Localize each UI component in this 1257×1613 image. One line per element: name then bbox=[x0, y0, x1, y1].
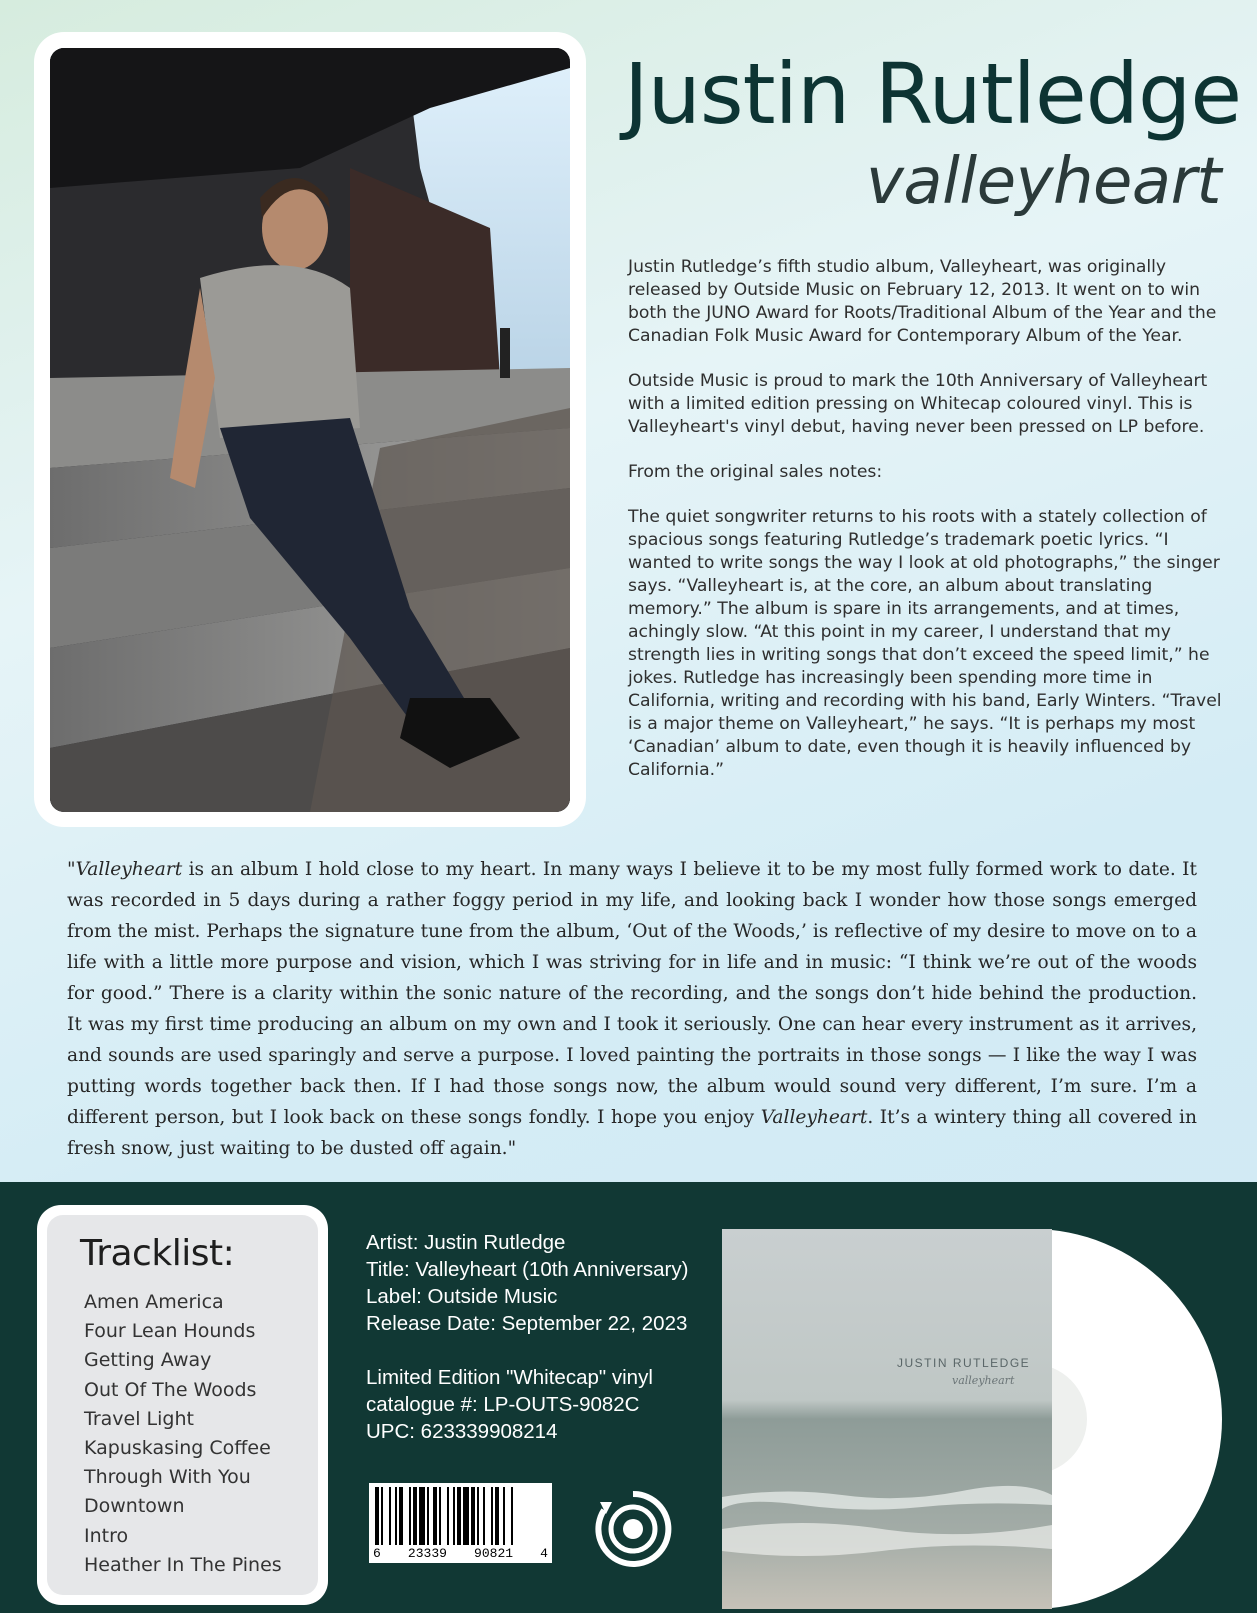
bio-paragraph: The quiet songwriter returns to his roots with a stately collection of spacious songs featuring Rutledge’s trademark poetic lyrics. “I wanted to write songs the way I look at old photographs,” the singer says. “Valleyheart is, at the core, an album about translating memory.” The album is spare in its arrangements, and at times, achingly slow. “At this point in my career, I understand that my strength lies in writing songs that don’t exceed the speed limit,” he jokes. Rutledge has increasingly been spending more time in California, writing and recording with his band, Early Winters. “Travel is a major theme on Valleyheart,” he says. “It is perhaps my most ‘Canadian’ album to date, even though it is heavily influenced by California.” bbox=[628, 507, 1222, 780]
bio-paragraph: Justin Rutledge’s fifth studio album, Valleyheart, was originally released by Outside Music on February 12, 2013. It went on to win both the JUNO Award for Roots/Traditional Album of the Year and the Canadian Folk Music Award for Contemporary Album of the Year. bbox=[628, 257, 1217, 346]
barcode-digit: 4 bbox=[540, 1546, 548, 1561]
barcode-bar bbox=[511, 1487, 513, 1545]
barcode-bar bbox=[477, 1487, 479, 1545]
track-item: Four Lean Hounds bbox=[84, 1320, 256, 1343]
track-item: Getting Away bbox=[84, 1349, 212, 1372]
info-upc: UPC: 623339908214 bbox=[366, 1420, 558, 1443]
outside-music-logo-icon bbox=[592, 1488, 674, 1570]
quote-body: is an album I hold close to my heart. In many ways I believe it to be my most fully formed work to date. It was recorded in 5 days during a rather foggy period in my life, and looking back I wonder how those songs emerged from the mist. Perhaps the signature tune from the album, ‘Out of the Woods,’ is reflective of my desire to move on to a life with a little more purpose and vision, which I was striving for in life and in music: “I think we’re out of the woods for good.” There is a clarity within the sonic nature of the recording, and the songs don’t hide behind the production. It was my first time producing an album on my own and I took it seriously. One can hear every instrument as it arrives, and sounds are used sparingly and serve a purpose. I loved painting the portraits in those songs — I like the way I was putting words together back then. If I had those songs now, the album would sound very different, I’m sure. I’m a different person, but I look back on these songs fondly. I hope you enjoy bbox=[67, 859, 1197, 1128]
barcode-digit: 90821 bbox=[474, 1546, 514, 1561]
info-label: Label: Outside Music bbox=[366, 1285, 558, 1308]
barcode-bar bbox=[439, 1487, 441, 1545]
artist-photo bbox=[50, 48, 570, 812]
bio-paragraph: Outside Music is proud to mark the 10th Anniversary of Valleyheart with a limited edition pressing on Whitecap coloured vinyl. This is Valleyheart's vinyl debut, having never been pressed on LP before. bbox=[628, 371, 1208, 437]
barcode-bar bbox=[419, 1487, 425, 1545]
track-list bbox=[84, 1288, 282, 1580]
track-item: Kapuskasing Coffee bbox=[84, 1437, 271, 1460]
info-release-date: Release Date: September 22, 2023 bbox=[366, 1312, 688, 1335]
quote-end: . It’s a wintery thing all covered in fresh snow, just waiting to be dusted off again." bbox=[67, 1107, 1197, 1159]
track-item: Downtown bbox=[84, 1495, 185, 1518]
track-item: Through With You bbox=[84, 1466, 251, 1489]
barcode-bar bbox=[495, 1487, 499, 1545]
quote-album-title: Valleyheart bbox=[75, 859, 183, 880]
barcode bbox=[369, 1483, 552, 1563]
barcode-digit: 6 bbox=[373, 1546, 381, 1561]
barcode-bar bbox=[503, 1487, 505, 1545]
cover-album: valleyheart bbox=[952, 1374, 1015, 1387]
barcode-bar bbox=[427, 1487, 429, 1545]
cover-artist: JUSTIN RUTLEDGE bbox=[897, 1356, 1031, 1370]
barcode-bar bbox=[413, 1487, 417, 1545]
spacer bbox=[366, 1337, 688, 1364]
info-title: Title: Valleyheart (10th Anniversary) bbox=[366, 1258, 689, 1281]
info-edition: Limited Edition "Whitecap" vinyl bbox=[366, 1366, 653, 1389]
barcode-bar bbox=[389, 1487, 391, 1545]
quote-album-title: Valleyheart bbox=[760, 1107, 868, 1128]
track-item: Travel Light bbox=[84, 1407, 194, 1430]
artist-quote bbox=[67, 854, 1197, 1164]
vinyl-record-mockup bbox=[722, 1229, 1242, 1609]
barcode-bar bbox=[433, 1487, 437, 1545]
track-item: Intro bbox=[84, 1524, 129, 1547]
info-catalogue: catalogue #: LP-OUTS-9082C bbox=[366, 1393, 640, 1416]
track-item: Out Of The Woods bbox=[84, 1378, 257, 1401]
barcode-bar bbox=[483, 1487, 485, 1545]
track-item: Amen America bbox=[84, 1291, 224, 1313]
barcode-bar bbox=[375, 1487, 379, 1545]
barcode-bar bbox=[381, 1487, 383, 1545]
quote-open: " bbox=[67, 859, 76, 880]
barcode-bar bbox=[399, 1487, 403, 1545]
barcode-bars bbox=[369, 1483, 552, 1547]
bio-paragraph: From the original sales notes: bbox=[628, 462, 883, 482]
artist-name: Justin Rutledge bbox=[623, 45, 1241, 143]
barcode-bar bbox=[447, 1487, 449, 1545]
barcode-bar bbox=[409, 1487, 411, 1545]
tracklist-frame bbox=[37, 1205, 328, 1605]
barcode-bar bbox=[453, 1487, 455, 1545]
barcode-bar bbox=[457, 1487, 461, 1545]
artist-photo-frame bbox=[34, 32, 586, 827]
product-info-band bbox=[0, 1182, 1257, 1613]
album-title: valleyheart bbox=[866, 145, 1221, 219]
tracklist bbox=[47, 1215, 318, 1595]
barcode-bar bbox=[471, 1487, 475, 1545]
tracklist-heading: Tracklist: bbox=[80, 1233, 235, 1274]
info-artist: Artist: Justin Rutledge bbox=[366, 1231, 566, 1254]
barcode-bar bbox=[395, 1487, 397, 1545]
barcode-bar bbox=[491, 1487, 493, 1545]
album-description bbox=[628, 256, 1228, 804]
track-item: Heather In The Pines bbox=[84, 1553, 282, 1576]
barcode-bar bbox=[463, 1487, 469, 1545]
barcode-digit: 23339 bbox=[407, 1546, 447, 1561]
barcode-digits bbox=[369, 1546, 552, 1561]
release-info bbox=[366, 1229, 688, 1445]
